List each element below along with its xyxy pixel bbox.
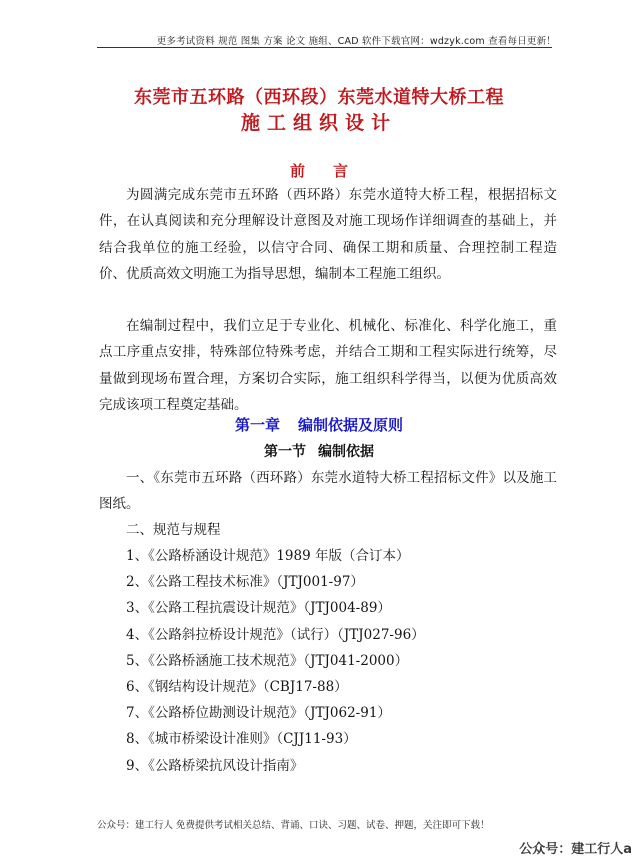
reference-item: 9、《公路桥梁抗风设计指南》 xyxy=(126,757,304,774)
reference-item: 5、《公路桥涵施工技术规范》（JTJ041-2000） xyxy=(126,652,409,669)
reference-item: 4、《公路斜拉桥设计规范》（试行）（JTJ027-96） xyxy=(126,626,425,643)
reference-item: 8、《城市桥梁设计准则》（CJJ11-93） xyxy=(126,731,357,748)
header-rule xyxy=(97,47,552,48)
section-heading xyxy=(0,441,638,461)
chapter-heading xyxy=(0,414,638,435)
reference-item: 3、《公路工程抗震设计规范》（JTJ004-89） xyxy=(126,600,391,617)
page-footer: 公众号：建工行人 免费提供考试相关总结、背诵、口诀、习题、试卷、押题，关注即可下载！ xyxy=(97,820,490,831)
preface-heading: 前言 xyxy=(289,162,376,180)
watermark: 公众号：建工行人a xyxy=(519,842,632,857)
chapter-name: 编制依据及原则 xyxy=(298,416,404,434)
reference-item: 1、《公路桥涵设计规范》1989 年版（合订本） xyxy=(126,548,410,564)
preface-paragraph-2: 在编制过程中，我们立足于专业化、机械化、标准化、科学化施工，重点工序重点安排，特殊部位特殊考虑，并结合工期和工程实际进行统筹，尽量做到现场布置合理，方案切合实际，施工组织科学得当，以便为优质高效完成该项工程奠定基础。 xyxy=(99,318,557,414)
chapter-number: 第一章 xyxy=(234,416,280,434)
reference-list xyxy=(126,543,425,779)
basis-item-1: 一、《东莞市五环路（西环路）东莞水道特大桥工程招标文件》以及施工图纸。 xyxy=(99,470,557,513)
section-name: 编制依据 xyxy=(318,444,374,460)
project-title: 东莞市五环路（西环段）东莞水道特大桥工程 xyxy=(134,87,504,108)
section-number: 第一节 xyxy=(264,444,306,460)
preface-paragraph-1: 为圆满完成东莞市五环路（西环路）东莞水道特大桥工程，根据招标文件，在认真阅读和充分理解设计意图及对施工现场作详细调查的基础上，并结合我单位的施工经验，以信守合同、确保工期和质量、合理控制工程造价、优质高效文明施工为指导思想，编制本工程施工组织。 xyxy=(99,187,557,283)
reference-item: 2、《公路工程技术标准》（JTJ001-97） xyxy=(126,574,364,591)
document-title: 施工组织设计 xyxy=(240,112,397,134)
page-header: 更多考试资料 规范 图集 方案 论文 施组、CAD 软件下载官网：wdzyk.com 查看每日更新！ xyxy=(156,36,556,47)
basis-item-2-heading: 二、规范与规程 xyxy=(126,522,221,538)
reference-item: 7、《公路桥位勘测设计规范》（JTJ062-91） xyxy=(126,705,391,722)
reference-item: 6、《钢结构设计规范》（CBJ17-88） xyxy=(126,678,348,695)
